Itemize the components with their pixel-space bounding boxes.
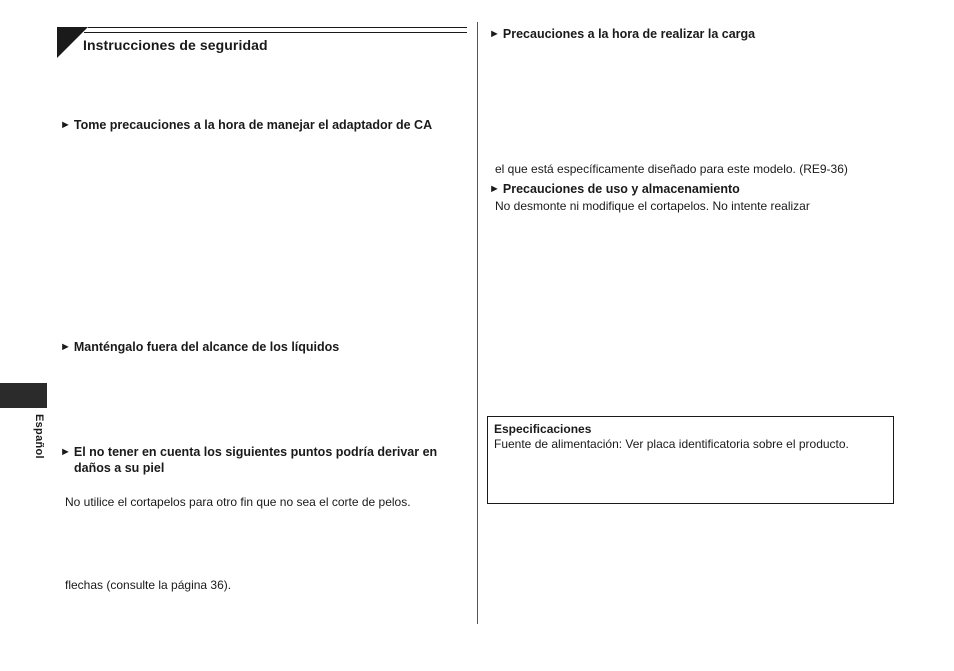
arrow-right-icon: ► [489, 183, 500, 195]
arrow-right-icon: ► [60, 119, 71, 131]
body-text-desmonte: No desmonte ni modifique el cortapelos. No intente realizar [495, 199, 810, 213]
body-text-no-utilice: No utilice el cortapelos para otro fin que no sea el corte de pelos. [65, 495, 411, 509]
body-text-flechas: flechas (consulte la página 36). [65, 578, 232, 592]
section-heading-piel-line2: daños a su piel [74, 461, 165, 475]
section-heading-liquidos [60, 339, 339, 356]
header-rule [84, 32, 467, 33]
language-label: Español [33, 414, 45, 459]
section-heading-adaptador [60, 117, 432, 134]
section-heading-almacenamiento [489, 181, 740, 198]
section-heading-carga [489, 26, 755, 43]
arrow-right-icon: ► [60, 446, 71, 458]
arrow-right-icon: ► [60, 341, 71, 353]
specifications-title: Especificaciones [494, 422, 592, 436]
specifications-power: Fuente de alimentación: Ver placa identificatoria sobre el producto. [494, 437, 849, 451]
body-text-modelo: el que está específicamente diseñado para este modelo. (RE9-36) [495, 162, 848, 176]
header-rule [88, 27, 467, 28]
heading-text: Manténgalo fuera del alcance de los líquidos [73, 340, 340, 354]
heading-text: Precauciones de uso y almacenamiento [502, 182, 740, 196]
specifications-box [487, 416, 894, 504]
page-title: Instrucciones de seguridad [83, 37, 268, 53]
section-heading-piel [60, 444, 437, 461]
heading-text: Tome precauciones a la hora de manejar el adaptador de CA [73, 118, 433, 132]
heading-text: Precauciones a la hora de realizar la carga [502, 27, 756, 41]
heading-text: El no tener en cuenta los siguientes puntos podría derivar en [73, 445, 438, 459]
column-divider [477, 22, 478, 624]
language-tab [0, 383, 47, 408]
arrow-right-icon: ► [489, 28, 500, 40]
